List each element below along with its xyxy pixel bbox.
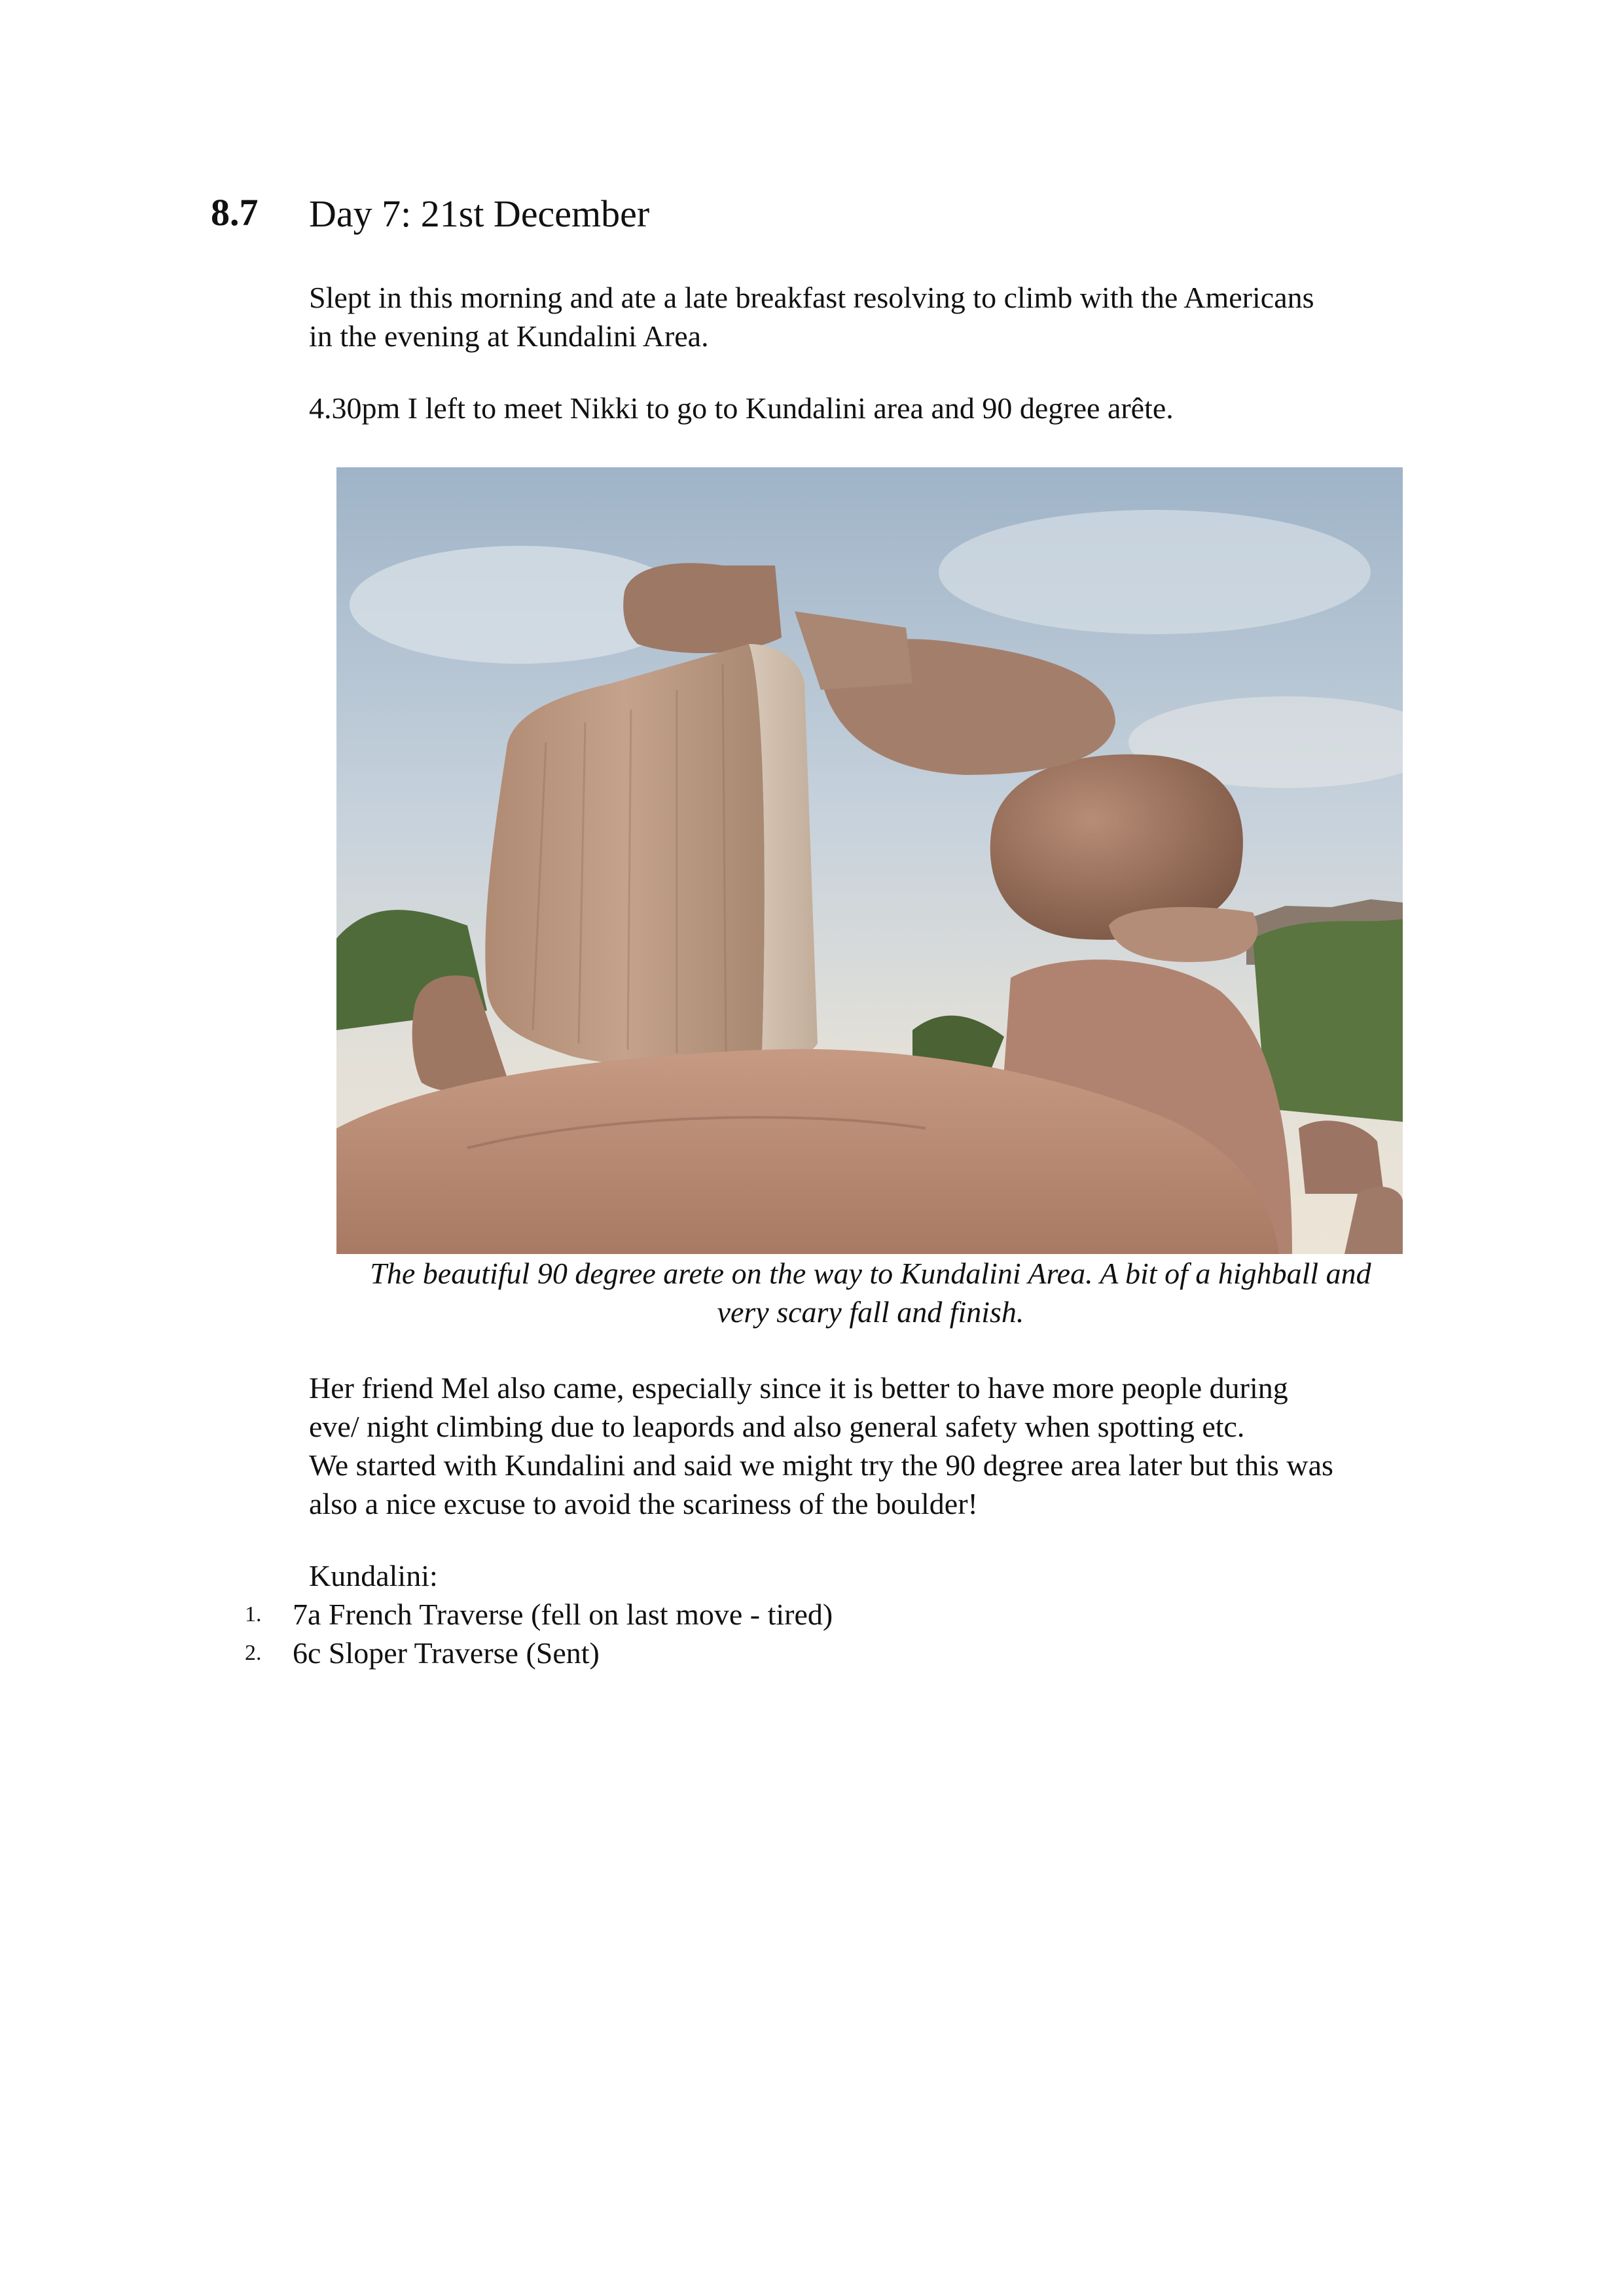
departure-line: 4.30pm I left to meet Nikki to go to Kundalini area and 90 degree arête. [309, 391, 1174, 425]
list-item-text: 6c Sloper Traverse (Sent) [293, 1636, 600, 1670]
intro-line-2: in the evening at Kundalini Area. [309, 319, 709, 353]
list-heading-text: Kundalini: [309, 1559, 438, 1592]
section-title: Day 7: 21st December [309, 192, 650, 235]
boulder-photo [336, 467, 1403, 1254]
caption-line-1: The beautiful 90 degree arete on the way to Kundalini Area. A bit of a highball and [370, 1257, 1371, 1290]
friends-line-1: Her friend Mel also came, especially since it is better to have more people during [309, 1371, 1288, 1405]
list-heading [309, 1556, 1461, 1595]
friends-line-3: We started with Kundalini and said we might try the 90 degree area later but this was [309, 1448, 1333, 1482]
list-item-number: 2. [245, 1641, 262, 1665]
friends-paragraph [309, 1369, 1461, 1523]
intro-line-1: Slept in this morning and ate a late breakfast resolving to climb with the Americans [309, 281, 1314, 314]
caption-line-2: very scary fall and finish. [717, 1295, 1024, 1329]
intro-paragraph [309, 278, 1461, 355]
friends-line-4: also a nice excuse to avoid the scariness of the boulder! [309, 1487, 978, 1520]
departure-paragraph [309, 389, 1461, 427]
list-item-text: 7a French Traverse (fell on last move - tired) [293, 1598, 833, 1631]
section-number: 8.7 [211, 191, 259, 234]
friends-line-2: eve/ night climbing due to leapords and also general safety when spotting etc. [309, 1410, 1245, 1443]
photo-caption [288, 1254, 1453, 1331]
list-item-number: 1. [245, 1602, 262, 1626]
